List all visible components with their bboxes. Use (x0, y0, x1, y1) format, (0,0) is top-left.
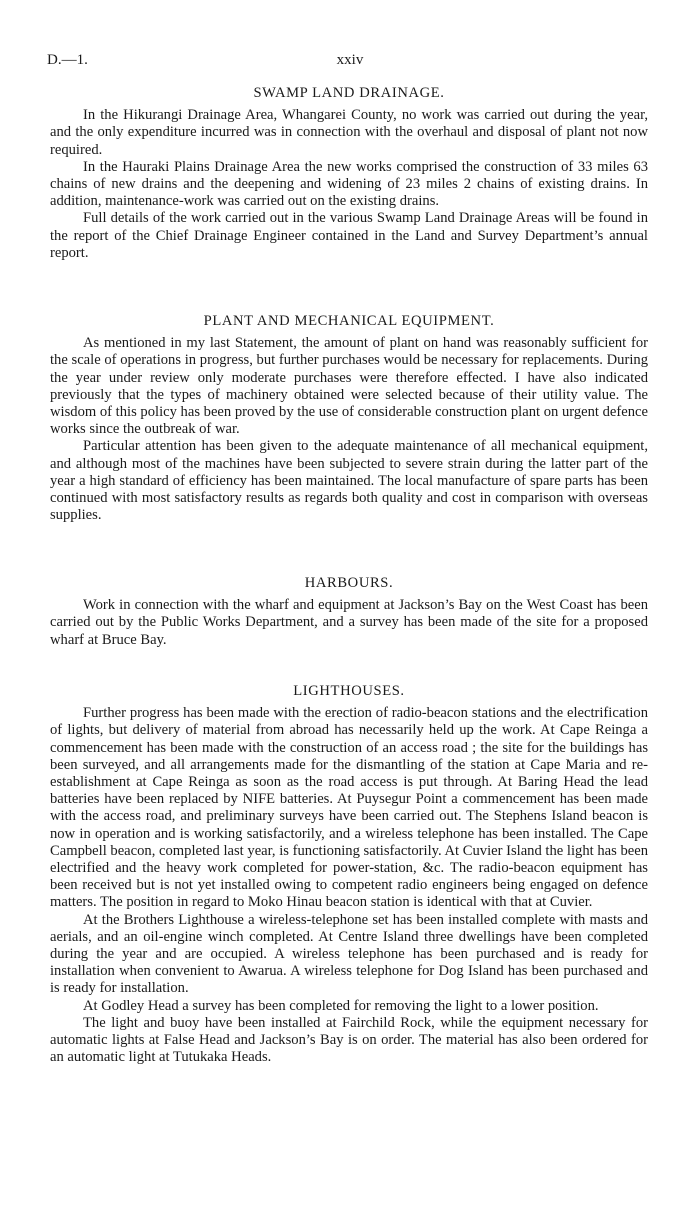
paragraph: The light and buoy have been installed at Fairchild Rock, while the equipment necessary for automatic lights at False Head and Jackson’s Bay is on order. The material has also been ordered for an automatic light at Tutukaka Heads. (50, 1014, 648, 1066)
section-heading: LIGHTHOUSES. (293, 683, 405, 699)
section-plant-and-mechanical-equipment (50, 313, 648, 524)
section-lighthouses (50, 683, 648, 1066)
paragraph: At Godley Head a survey has been completed for removing the light to a lower position. (83, 997, 599, 1014)
document-reference: D.—1. (47, 52, 88, 68)
paragraph: Further progress has been made with the erection of radio-beacon stations and the electrification of lights, but delivery of material from abroad has necessarily held up the work. At Cape Reinga a commencement has been made with the construction of an access road ; the site for the buildings has been surveyed, and all arrangements made for the dismantling of the station at Cape Maria and re-establishment at Cape Reinga as soon as the road access is put through. At Baring Head the lead batteries have been replaced by NIFE batteries. At Puysegur Point a commencement has been made with the access road, and preliminary surveys have been carried out. The Stephens Island beacon is now in operation and is working satisfactorily, and a wireless telephone has been installed. The Cape Campbell beacon, completed last year, is functioning satisfactorily. At Cuvier Island the light has been electrified and the heavy work completed for power-station, &c. The radio-beacon equipment has been received but is not yet installed owing to competent radio engineers being engaged on defence matters. The position in regard to Moko Hinau beacon station is identical with that at Cuvier. (50, 705, 648, 911)
paragraph: As mentioned in my last Statement, the amount of plant on hand was reasonably sufficient for the scale of operations in progress, but further purchases would be necessary for replacements. During the year under review only moderate purchases were therefore effected. I have also indicated previously that the types of machinery obtained were selected because of their utility value. The wisdom of this policy has been proved by the use of considerable construction plant on urgent defence works since the outbreak of war. (50, 335, 648, 438)
page-number: xxiv (336, 52, 364, 68)
page-header (47, 52, 653, 72)
section-swamp-land-drainage (50, 85, 648, 262)
paragraph: Work in connection with the wharf and equipment at Jackson’s Bay on the West Coast has been carried out by the Public Works Department, and a survey has been made of the site for a proposed wharf at Bruce Bay. (50, 597, 648, 648)
section-harbours (50, 575, 648, 649)
paragraph: Full details of the work carried out in the various Swamp Land Drainage Areas will be found in the report of the Chief Drainage Engineer contained in the Land and Survey Department’s annual report. (50, 210, 648, 261)
section-heading: PLANT AND MECHANICAL EQUIPMENT. (203, 313, 495, 329)
paragraph: At the Brothers Lighthouse a wireless-telephone set has been installed complete with masts and aerials, and an oil-engine winch completed. At Centre Island three dwellings have been completed during the year and are occupied. A wireless telephone has been purchased and is ready for installation when convenient to Awarua. A wireless telephone for Dog Island has been purchased and is ready for installation. (50, 911, 648, 997)
paragraph: In the Hauraki Plains Drainage Area the new works comprised the construction of 33 miles 63 chains of new drains and the deepening and widening of 23 miles 2 chains of existing drains. In addition, maintenance-work was carried out on the existing drains. (50, 158, 648, 210)
paragraph: Particular attention has been given to the adequate maintenance of all mechanical equipment, and although most of the machines have been subjected to severe strain during the latter part of the year a high standard of efficiency has been maintained. The local manufacture of spare parts has been continued with most satisfactory results as regards both quality and cost in comparison with overseas supplies. (50, 438, 648, 524)
paragraph: In the Hikurangi Drainage Area, Whangarei County, no work was carried out during the year, and the only expenditure incurred was in connection with the overhaul and disposal of plant not now required. (50, 107, 648, 158)
section-heading: HARBOURS. (304, 575, 394, 591)
section-heading: SWAMP LAND DRAINAGE. (253, 85, 445, 101)
